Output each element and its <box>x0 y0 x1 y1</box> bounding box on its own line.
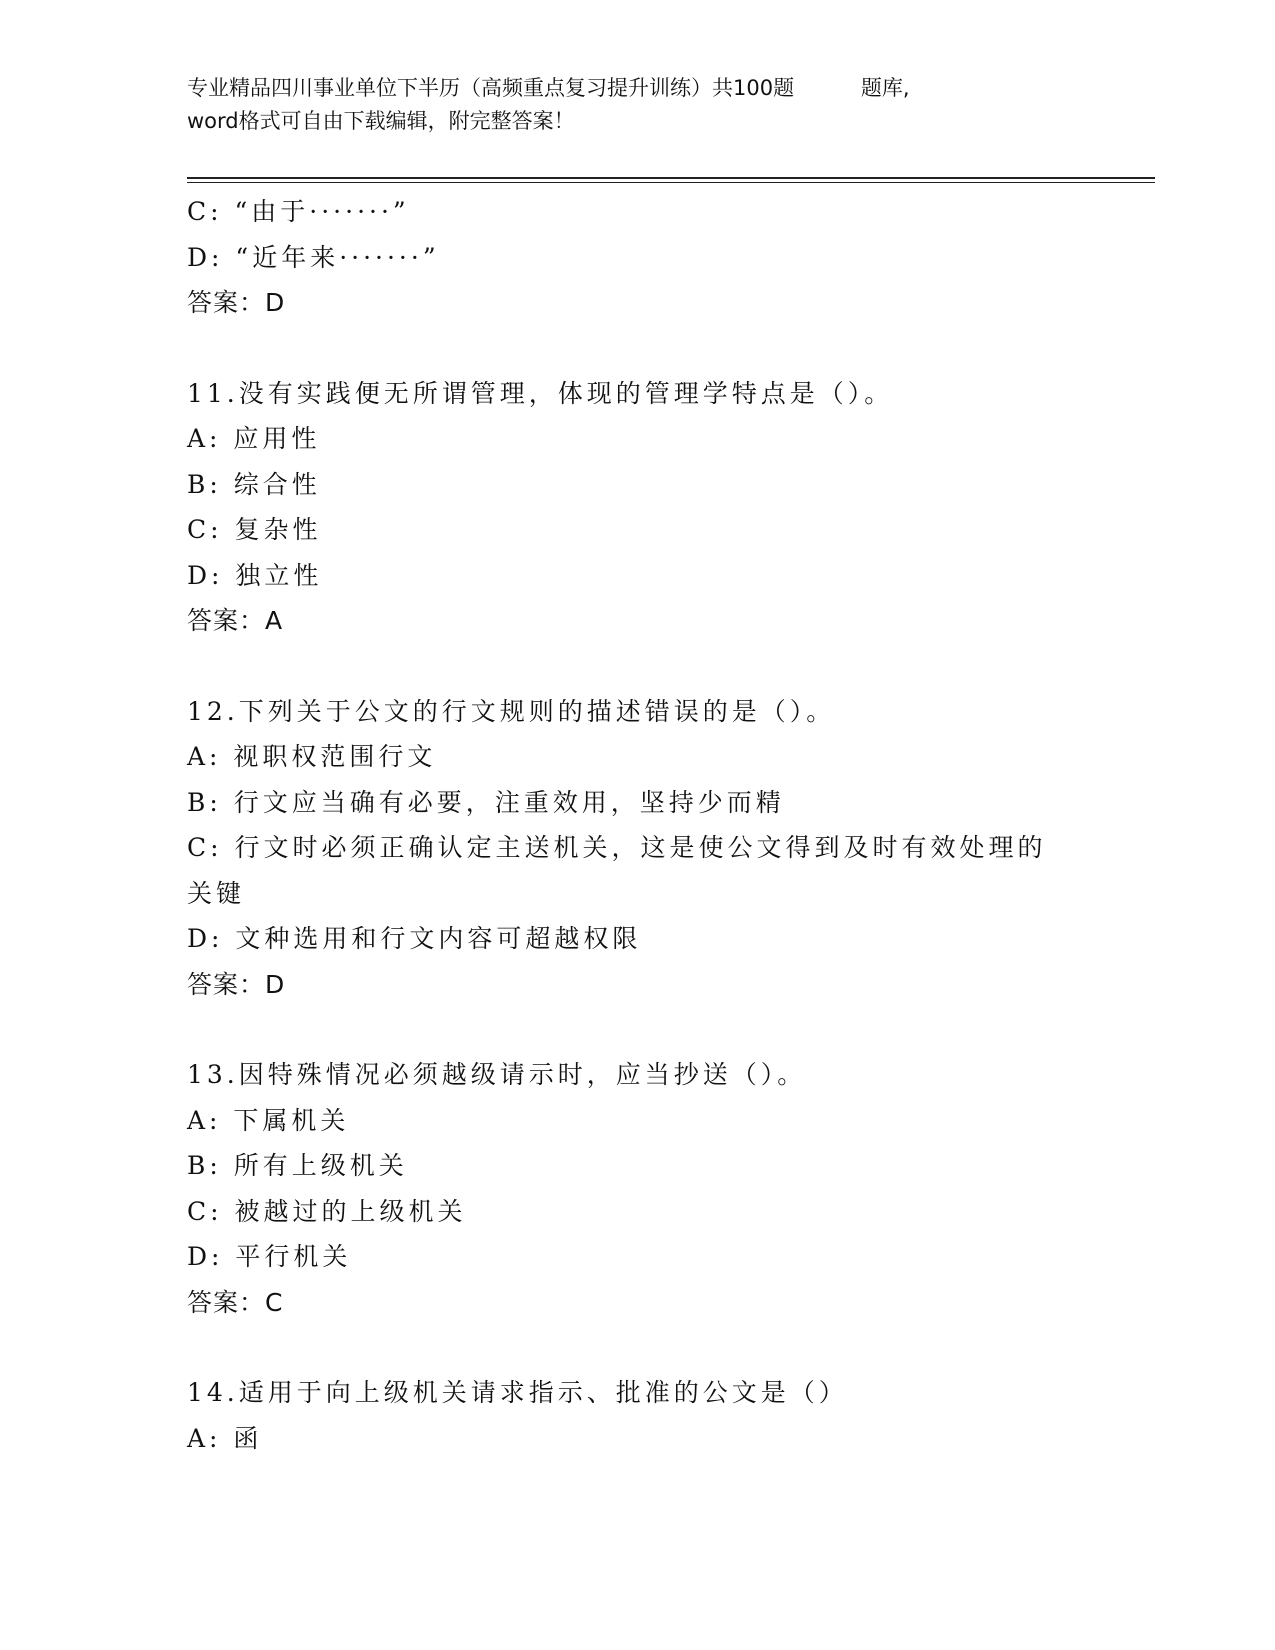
option-a: A: 函 <box>187 1423 263 1453</box>
question-block <box>187 1370 1087 1461</box>
option-d: D: “近年来·······” <box>187 242 440 272</box>
question-text: 13.因特殊情况必须越级请示时，应当抄送（）。 <box>187 1060 807 1089</box>
question-block <box>187 189 1087 326</box>
option-a: A: 应用性 <box>187 424 321 453</box>
question-text: 14.适用于向上级机关请求指示、批准的公文是（） <box>187 1378 848 1407</box>
option-c: C: 行文时必须正确认定主送机关，这是使公文得到及时有效处理的关键 <box>187 833 1047 908</box>
document-header <box>187 72 1087 138</box>
question-block <box>187 371 1087 644</box>
answer-label: 答案：C <box>187 1287 284 1317</box>
question-text: 12.下列关于公文的行文规则的描述错误的是（）。 <box>187 696 836 726</box>
question-block <box>187 689 1087 1008</box>
header-line-2: word格式可自由下载编辑，附完整答案！ <box>187 109 575 133</box>
answer-label: 答案：D <box>187 288 286 317</box>
header-rule-top <box>187 177 1155 179</box>
question-text: 11.没有实践便无所谓管理，体现的管理学特点是（）。 <box>187 378 894 408</box>
question-block <box>187 1052 1087 1325</box>
option-a: A: 视职权范围行文 <box>187 742 437 771</box>
header-line-1: 专业精品四川事业单位下半历（高频重点复习提升训练）共100题 题库, <box>187 76 910 100</box>
option-a: A: 下属机关 <box>187 1105 350 1135</box>
answer-label: 答案：D <box>187 969 286 999</box>
option-c: C: “由于·······” <box>187 197 410 226</box>
option-b: B: 所有上级机关 <box>187 1151 408 1180</box>
option-c: C: 复杂性 <box>187 515 322 544</box>
header-rule-bottom <box>187 182 1155 183</box>
question-list <box>187 189 1087 1461</box>
option-b: B: 综合性 <box>187 469 321 499</box>
option-b: B: 行文应当确有必要，注重效用，坚持少而精 <box>187 787 785 817</box>
answer-label: 答案：A <box>187 606 284 635</box>
option-d: D: 文种选用和行文内容可超越权限 <box>187 924 642 953</box>
option-d: D: 平行机关 <box>187 1242 352 1271</box>
option-d: D: 独立性 <box>187 560 323 590</box>
option-c: C: 被越过的上级机关 <box>187 1196 467 1226</box>
